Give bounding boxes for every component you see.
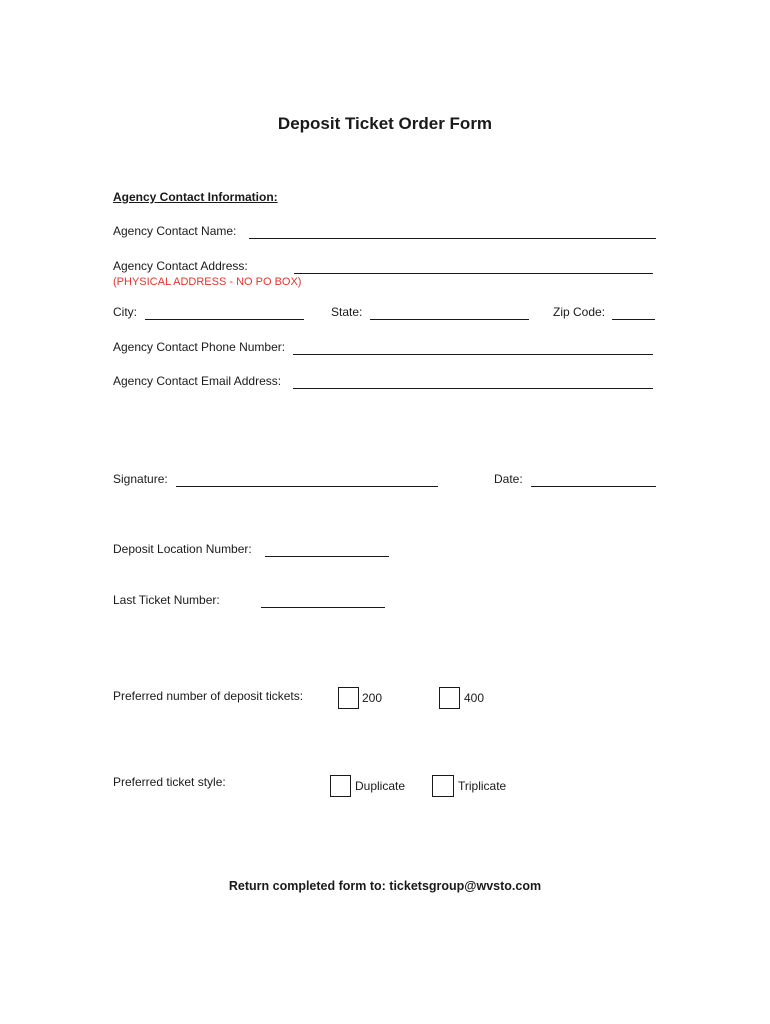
return-instructions: Return completed form to: ticketsgroup@wvsto.com [228, 879, 542, 893]
phone-label: Agency Contact Phone Number: [113, 340, 286, 354]
zip-field[interactable] [612, 319, 655, 320]
signature-field[interactable] [176, 486, 438, 487]
email-label: Agency Contact Email Address: [113, 374, 282, 388]
option-duplicate-label: Duplicate [355, 779, 406, 793]
date-field[interactable] [531, 486, 656, 487]
option-200-label: 200 [362, 691, 383, 705]
option-triplicate-label: Triplicate [458, 779, 507, 793]
email-field[interactable] [293, 388, 653, 389]
contact-address-field[interactable] [294, 273, 653, 274]
checkbox-400[interactable] [439, 687, 460, 709]
contact-name-field[interactable] [249, 238, 656, 239]
last-ticket-label: Last Ticket Number: [113, 593, 220, 607]
city-field[interactable] [145, 319, 304, 320]
option-400-label: 400 [464, 691, 485, 705]
last-ticket-field[interactable] [261, 607, 385, 608]
signature-label: Signature: [113, 472, 168, 486]
date-label: Date: [494, 472, 523, 486]
tickets-label: Preferred number of deposit tickets: [113, 689, 304, 703]
checkbox-duplicate[interactable] [330, 775, 351, 797]
style-label: Preferred ticket style: [113, 775, 226, 789]
location-label: Deposit Location Number: [113, 542, 252, 556]
address-note: (PHYSICAL ADDRESS - NO PO BOX) [113, 276, 302, 288]
section-heading: Agency Contact Information: [113, 190, 278, 204]
state-field[interactable] [370, 319, 529, 320]
checkbox-200[interactable] [338, 687, 359, 709]
checkbox-triplicate[interactable] [432, 775, 454, 797]
zip-label: Zip Code: [553, 305, 606, 319]
contact-name-label: Agency Contact Name: [113, 224, 237, 238]
city-label: City: [113, 305, 137, 319]
state-label: State: [331, 305, 363, 319]
contact-address-label: Agency Contact Address: [113, 259, 248, 273]
phone-field[interactable] [293, 354, 653, 355]
form-title: Deposit Ticket Order Form [277, 114, 493, 133]
location-field[interactable] [265, 556, 389, 557]
